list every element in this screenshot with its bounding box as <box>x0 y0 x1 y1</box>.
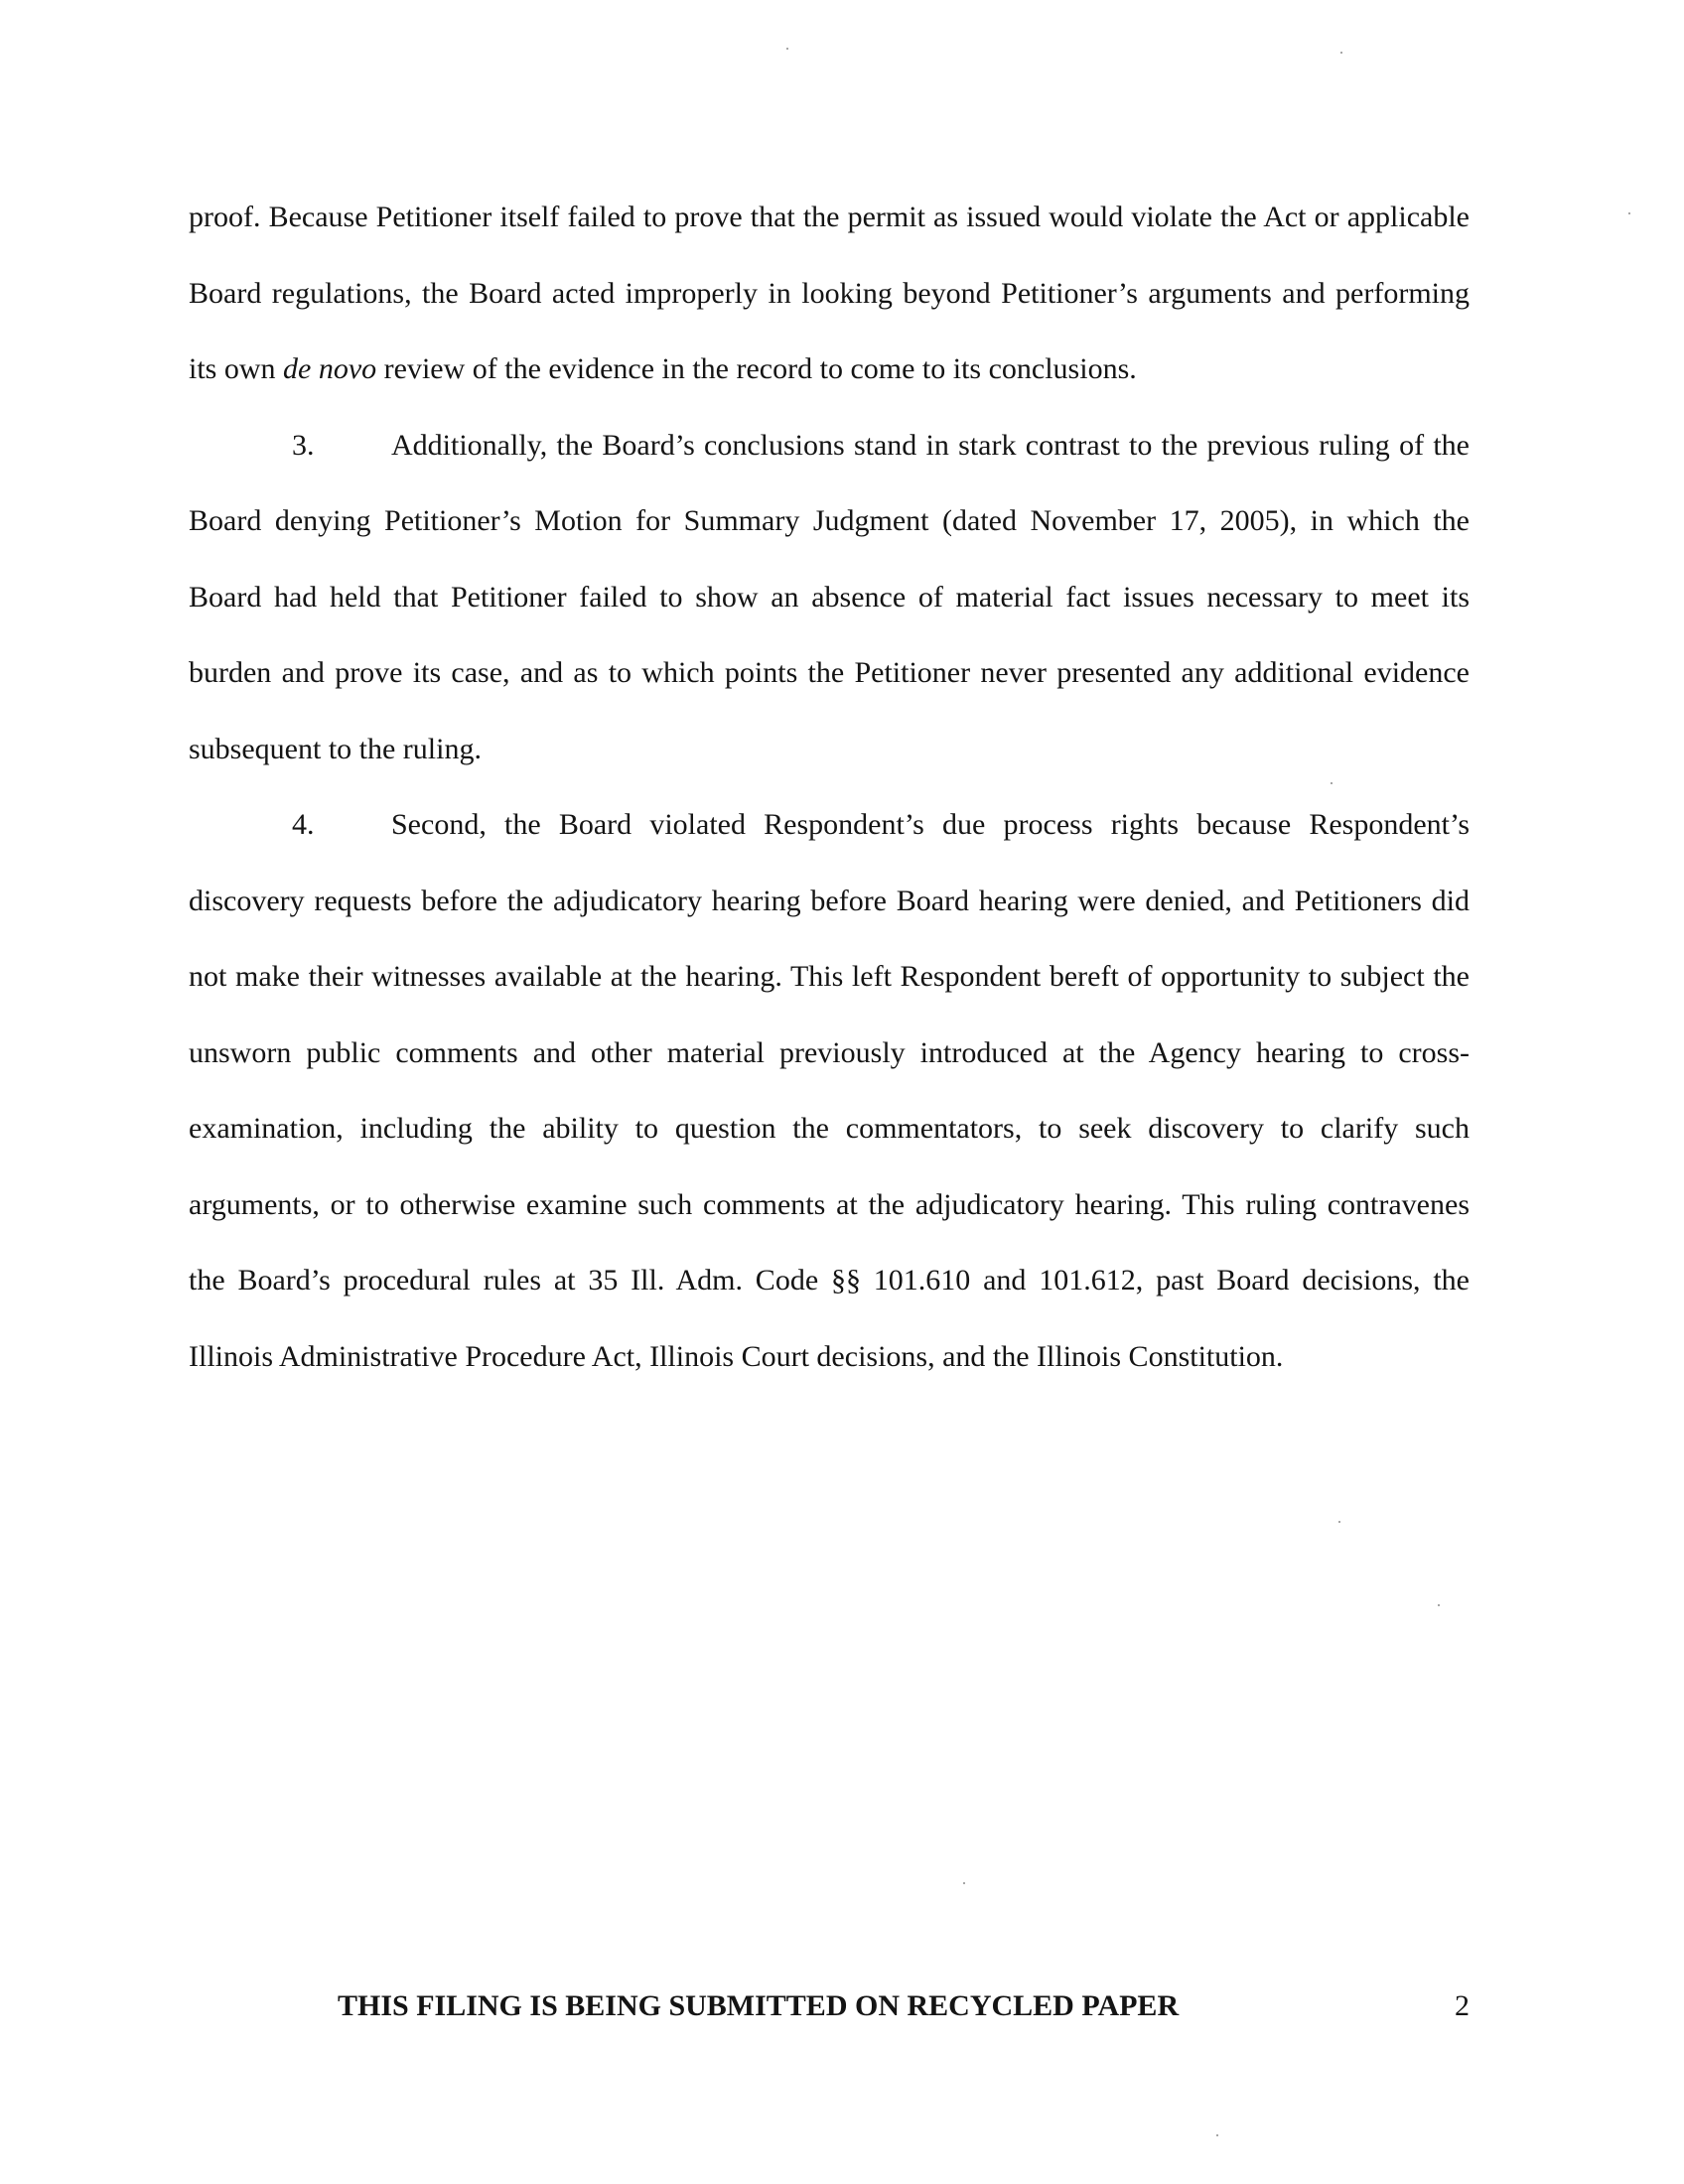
paragraph-text: Additionally, the Board’s conclusions stand in stark contrast to the previous ruling of the Board denying Petitioner’s Motion for Summary Judgment (dated November 17, 2005), in which the Board had held that Petitioner failed to show an absence of material fact issues necessary to meet its burden and prove its case, and as to which points the Petitioner never presented any additional evidence subsequent to the ruling. <box>189 428 1470 765</box>
scan-speck <box>963 1882 965 1884</box>
recycled-paper-notice: THIS FILING IS BEING SUBMITTED ON RECYCLED PAPER <box>338 1989 1180 2022</box>
document-body <box>189 180 1470 1395</box>
continuation-text-start: proof. Because Petitioner itself failed to prove that the permit as issued would violate the Act or applicable Board regulations, the Board acted improperly in looking beyond Petitioner’s arguments and performing its own <box>189 201 1470 385</box>
scan-speck <box>1340 52 1342 54</box>
continuation-paragraph <box>189 180 1470 408</box>
page-number: 2 <box>1455 1989 1470 2022</box>
scan-speck <box>1438 1604 1440 1606</box>
scan-speck <box>1338 1521 1340 1523</box>
italic-term: de novo <box>283 352 377 385</box>
paragraph-3 <box>189 408 1470 788</box>
paragraph-4 <box>189 787 1470 1395</box>
continuation-text-end: review of the evidence in the record to come to its conclusions. <box>376 352 1137 385</box>
scan-speck <box>1216 2134 1218 2136</box>
scan-speck <box>786 48 788 50</box>
scan-speck <box>1331 782 1333 784</box>
page-footer <box>189 1989 1470 2029</box>
paragraph-number: 4. <box>292 808 315 841</box>
paragraph-text: Second, the Board violated Respondent’s due process rights because Respondent’s discovery requests before the adjudicatory hearing before Board hearing were denied, and Petitioners did not make their witnesses available at the hearing. This left Respondent bereft of opportunity to subject the unsworn public comments and other material previously introduced at the Agency hearing to cross-examination, including the ability to question the commentators, to seek discovery to clarify such arguments, or to otherwise examine such comments at the adjudicatory hearing. This ruling contravenes the Board’s procedural rules at 35 Ill. Adm. Code §§ 101.610 and 101.612, past Board decisions, the Illinois Administrative Procedure Act, Illinois Court decisions, and the Illinois Constitution. <box>189 808 1470 1373</box>
paragraph-number: 3. <box>292 428 315 462</box>
scan-speck <box>1628 212 1630 214</box>
